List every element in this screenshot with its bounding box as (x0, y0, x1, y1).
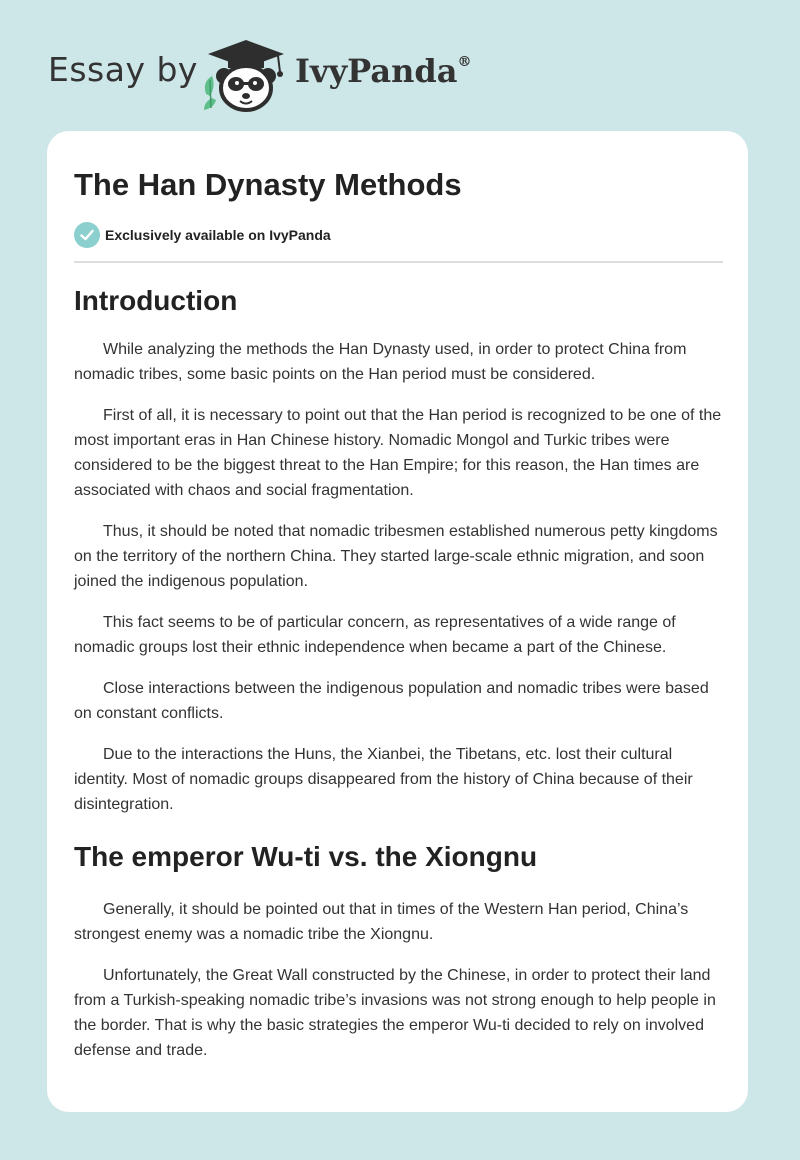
paragraph: Thus, it should be noted that nomadic tribesmen established numerous petty kingdoms on the territory of the northern China. They started large-scale ethnic migration, and soon joined the indigenous population. (74, 523, 718, 590)
exclusive-badge (74, 222, 331, 248)
paragraph: While analyzing the methods the Han Dynasty used, in order to protect China from nomadic tribes, some basic points on the Han period must be considered. (74, 341, 687, 383)
section-heading-introduction: Introduction (74, 285, 238, 316)
check-icon (74, 222, 100, 248)
essay-by-label: Essay by (48, 50, 198, 89)
paragraph: Due to the interactions the Huns, the Xianbei, the Tibetans, etc. lost their cultural identity. Most of nomadic groups disappeared from the history of China because of their disintegration. (74, 746, 693, 813)
paragraph: This fact seems to be of particular concern, as representatives of a wide range of nomadic groups lost their ethnic independence when became a part of the Chinese. (74, 614, 676, 656)
site-header (0, 0, 800, 130)
brand-name: IvyPanda (295, 52, 458, 90)
panda-logo-icon[interactable] (198, 36, 294, 112)
paragraph: First of all, it is necessary to point out that the Han period is recognized to be one of the most important eras in Han Chinese history. Nomadic Mongol and Turkic tribes were considered to be the biggest threat to the Han Empire; for this reason, the Han times are associated with chaos and social fragmentation. (74, 407, 722, 499)
essay-title: The Han Dynasty Methods (74, 167, 462, 202)
paragraph: Unfortunately, the Great Wall constructed by the Chinese, in order to protect their land from a Turkish-speaking nomadic tribe’s invasions was not strong enough to help people in the border. That is why the basic strategies the emperor Wu-ti decided to rely on involved defense and trade. (74, 967, 716, 1059)
paragraph: Close interactions between the indigenous population and nomadic tribes were based on constant conflicts. (74, 680, 709, 722)
paragraph: Generally, it should be pointed out that in times of the Western Han period, China’s strongest enemy was a nomadic tribe the Xiongnu. (74, 901, 689, 943)
title-divider (74, 261, 723, 263)
exclusive-label: Exclusively available on IvyPanda (105, 227, 331, 243)
section-heading-wu-ti: The emperor Wu-ti vs. the Xiongnu (74, 841, 538, 872)
essay-card (47, 131, 748, 1112)
essay-body (74, 283, 723, 1079)
registered-mark: ® (457, 54, 472, 70)
ivypanda-brand[interactable] (295, 52, 471, 90)
